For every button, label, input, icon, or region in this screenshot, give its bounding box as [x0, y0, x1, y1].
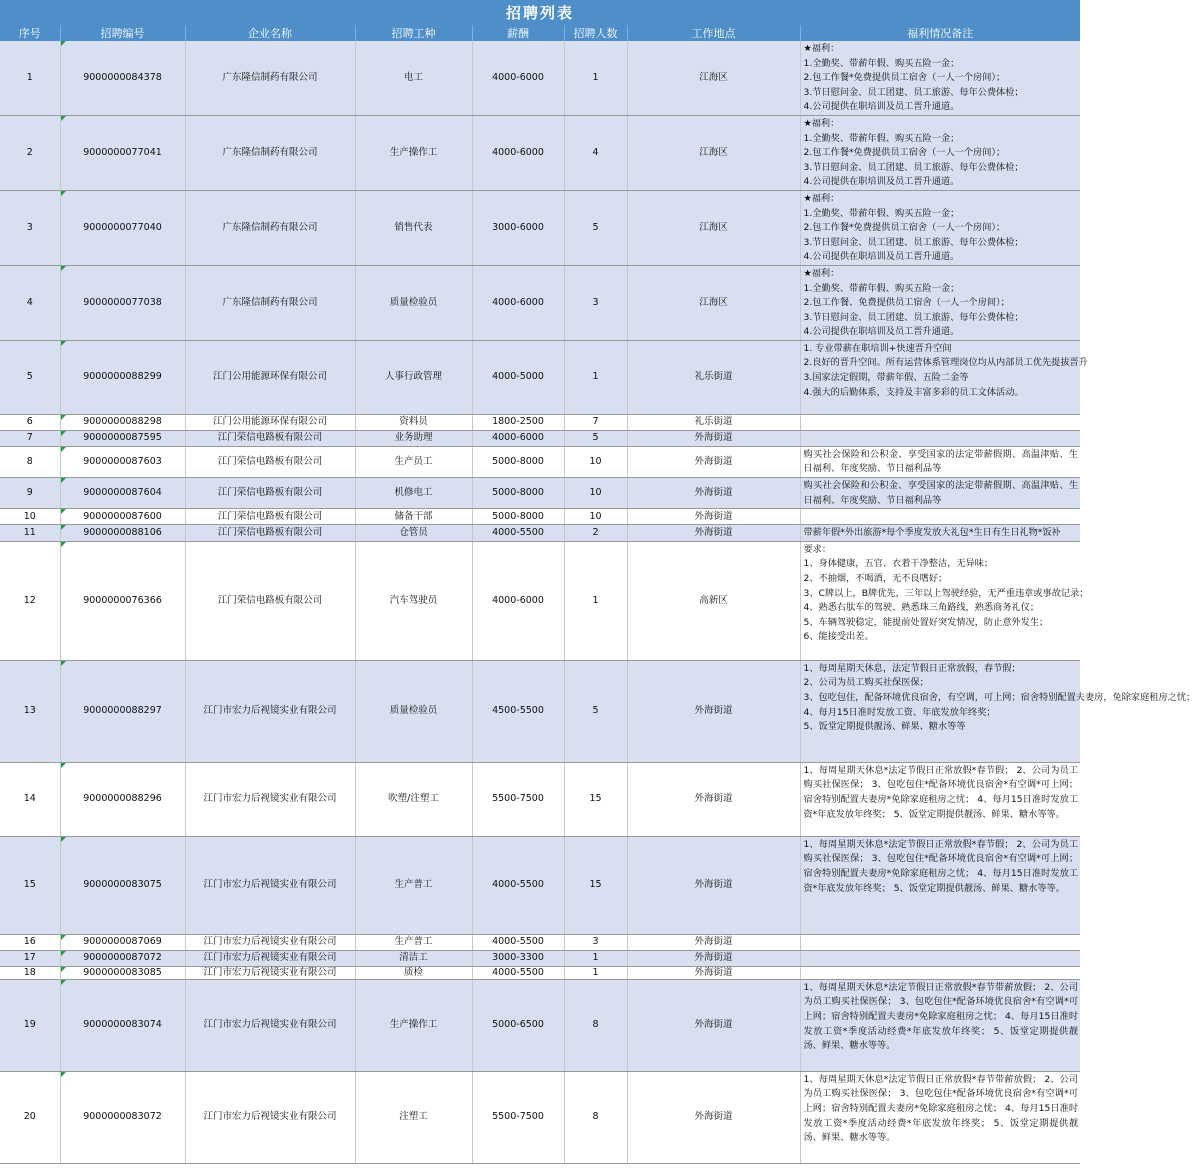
- cell-count: 2: [564, 525, 627, 542]
- cell-location: 外海街道: [627, 934, 800, 950]
- cell-count: 10: [564, 509, 627, 525]
- note-line: ★福利：: [803, 192, 840, 204]
- note-line: ★福利：: [803, 267, 840, 279]
- cell-count: 1: [564, 340, 627, 414]
- cell-salary: 5000-8000: [472, 478, 564, 509]
- cell-id: 9000000083085: [60, 966, 185, 979]
- cell-company: 江门荣信电路板有限公司: [185, 478, 355, 509]
- note-line: 1.全勤奖、带薪年假、购买五险一金；: [803, 132, 960, 144]
- note-line: 要求：: [803, 543, 832, 555]
- cell-job: 质量检验员: [355, 265, 472, 340]
- cell-notes: [800, 478, 1080, 509]
- cell-location: 礼乐街道: [627, 414, 800, 430]
- cell-company: 广东隆信制药有限公司: [185, 41, 355, 115]
- cell-count: 4: [564, 115, 627, 190]
- note-line: 4.强大的后勤体系，支持及丰富多彩的员工文体活动。: [803, 386, 1024, 398]
- cell-company: 江门市宏力后视镜实业有限公司: [185, 762, 355, 836]
- cell-count: 5: [564, 660, 627, 762]
- col-header-salary: 薪酬: [472, 25, 564, 41]
- cell-job: 清洁工: [355, 950, 472, 966]
- cell-id: 9000000077041: [60, 115, 185, 190]
- cell-count: 7: [564, 414, 627, 430]
- note-line: 5、饭堂定期提供靓汤、鲜果、糖水等等: [803, 721, 966, 733]
- cell-salary: 5500-7500: [472, 1071, 564, 1163]
- cell-salary: 3000-3300: [472, 950, 564, 966]
- cell-location: 高新区: [627, 541, 800, 660]
- cell-salary: 4000-6000: [472, 430, 564, 446]
- cell-location: 江海区: [627, 41, 800, 115]
- cell-no: 5: [0, 340, 60, 414]
- cell-salary: 5000-8000: [472, 446, 564, 477]
- cell-no: 6: [0, 414, 60, 430]
- cell-job: 汽车驾驶员: [355, 541, 472, 660]
- cell-id: 9000000087595: [60, 430, 185, 446]
- cell-location: 外海街道: [627, 509, 800, 525]
- cell-job: 储备干部: [355, 509, 472, 525]
- cell-location: 外海街道: [627, 446, 800, 477]
- cell-id: 9000000088297: [60, 660, 185, 762]
- cell-salary: 4000-5500: [472, 966, 564, 979]
- note-line: 2.包工作餐*免费提供员工宿舍（一人一个房间）；: [803, 72, 1006, 84]
- note-line: 4、每月15日准时发放工资、年底发放年终奖；: [803, 706, 996, 718]
- cell-no: 17: [0, 950, 60, 966]
- note-line: 3、包吃包住，配备环境优良宿舍，有空调，可上网；宿舍特别配置夫妻房，免除家庭租房之忧；: [803, 692, 1195, 704]
- table-row: [0, 115, 1080, 190]
- cell-company: 江门荣信电路板有限公司: [185, 446, 355, 477]
- note-line: 购买社会保险和公积金、享受国家的法定带薪假期、高温津贴、生日福利、年度奖励、节日福利品等: [803, 448, 1079, 475]
- note-line: 2.包工作餐*免费提供员工宿舍（一人一个房间）；: [803, 147, 1006, 159]
- cell-notes: [800, 1071, 1080, 1163]
- cell-location: 外海街道: [627, 1071, 800, 1163]
- cell-job: 销售代表: [355, 190, 472, 265]
- table-title: 招聘列表: [0, 0, 1080, 25]
- cell-notes: [800, 979, 1080, 1071]
- cell-job: 生产员工: [355, 446, 472, 477]
- note-line: 3.节日慰问金、员工团建、员工旅游、每年公费体检；: [803, 86, 1024, 98]
- note-line: 6、能接受出差。: [803, 631, 874, 643]
- table-row: [0, 478, 1080, 509]
- note-line: 3、C牌以上，B牌优先，三年以上驾驶经验，无严重违章或事故记录；: [803, 587, 1089, 599]
- cell-id: 9000000084378: [60, 41, 185, 115]
- table-row: [0, 340, 1080, 414]
- cell-notes: [800, 934, 1080, 950]
- cell-no: 16: [0, 934, 60, 950]
- cell-salary: 3000-6000: [472, 190, 564, 265]
- table-row: [0, 190, 1080, 265]
- note-line: 3.国家法定假期，带薪年假、五险二金等: [803, 372, 969, 384]
- cell-notes: [800, 430, 1080, 446]
- note-line: 购买社会保险和公积金、享受国家的法定带薪假期、高温津贴、生日福利、年度奖励、节日福利品等: [803, 480, 1079, 506]
- cell-notes: [800, 265, 1080, 340]
- col-header-count: 招聘人数: [564, 25, 627, 41]
- cell-count: 1: [564, 541, 627, 660]
- cell-no: 7: [0, 430, 60, 446]
- cell-location: 外海街道: [627, 478, 800, 509]
- cell-notes: [800, 950, 1080, 966]
- table-row: [0, 966, 1080, 979]
- table-row: [0, 414, 1080, 430]
- cell-salary: 4000-6000: [472, 541, 564, 660]
- cell-notes: [800, 340, 1088, 414]
- table-row: [0, 836, 1080, 934]
- cell-id: 9000000077040: [60, 190, 185, 265]
- cell-salary: 4000-5000: [472, 340, 564, 414]
- note-line: 5、车辆驾驶稳定，能提前处置好突发情况，防止意外发生；: [803, 616, 1049, 628]
- table-row: [0, 41, 1080, 115]
- cell-id: 9000000087069: [60, 934, 185, 950]
- cell-location: 江海区: [627, 115, 800, 190]
- cell-id: 9000000088296: [60, 762, 185, 836]
- note-line: ★福利：: [803, 117, 840, 129]
- cell-id: 9000000087072: [60, 950, 185, 966]
- cell-no: 19: [0, 979, 60, 1071]
- cell-count: 1: [564, 950, 627, 966]
- note-line: 4、熟悉右肽车的驾驶、熟悉珠三角路线，熟悉商务礼仪；: [803, 602, 1040, 614]
- cell-count: 5: [564, 190, 627, 265]
- cell-job: 质检: [355, 966, 472, 979]
- cell-no: 13: [0, 660, 60, 762]
- column-header-row: [0, 25, 1080, 41]
- cell-company: 江门市宏力后视镜实业有限公司: [185, 836, 355, 934]
- cell-company: 江门公用能源环保有限公司: [185, 414, 355, 430]
- cell-salary: 4000-5500: [472, 934, 564, 950]
- cell-salary: 5500-7500: [472, 762, 564, 836]
- cell-count: 1: [564, 966, 627, 979]
- cell-job: 注塑工: [355, 1071, 472, 1163]
- cell-no: 20: [0, 1071, 60, 1163]
- cell-location: 外海街道: [627, 525, 800, 542]
- cell-location: 江海区: [627, 190, 800, 265]
- cell-notes: [800, 509, 1080, 525]
- cell-id: 9000000083074: [60, 979, 185, 1071]
- table-row: [0, 446, 1080, 477]
- cell-salary: 4000-6000: [472, 115, 564, 190]
- note-line: 2、不抽烟，不喝酒，无不良嗜好；: [803, 573, 948, 585]
- cell-notes: [800, 446, 1080, 477]
- cell-no: 14: [0, 762, 60, 836]
- note-line: 2.包工作餐*免费提供员工宿舍（一人一个房间）；: [803, 222, 1006, 234]
- note-line: 1、每周星期天休息*法定节假日正常放假*春节假； 2、公司为员工购买社保医保； 3、包吃包住*配备环境优良宿舍*有空调*可上网；宿舍特别配置夫妻房*免除家庭租房之忧； 4、每月15日准时发放工资*年底发放年终奖； 5、饭堂定期提供靓汤、鲜果、糖水等等。: [803, 838, 1079, 894]
- cell-job: 生产普工: [355, 934, 472, 950]
- note-line: 1、每周星期天休息*法定节假日正常放假*春节带薪放假； 2、公司为员工购买社保医保； 3、包吃包住*配备环境优良宿舍*有空调*可上网；宿舍特别配置夫妻房*免除家庭租房之忧； 4、每月15日准时发放工资*季度活动经费*年底发放年终奖； 5、饭堂定期提供靓汤、鲜果、糖水等等。: [803, 1073, 1079, 1144]
- note-line: 1. 专业带薪在职培训+快速晋升空间: [803, 342, 952, 354]
- cell-id: 9000000076366: [60, 541, 185, 660]
- table-row: [0, 525, 1080, 542]
- table-row: [0, 979, 1080, 1071]
- cell-no: 15: [0, 836, 60, 934]
- cell-no: 9: [0, 478, 60, 509]
- cell-notes: [800, 541, 1089, 660]
- cell-company: 江门荣信电路板有限公司: [185, 541, 355, 660]
- note-line: 1、身体健康，五官、衣着干净整洁，无异味；: [803, 558, 994, 570]
- cell-count: 15: [564, 762, 627, 836]
- cell-salary: 5000-6500: [472, 979, 564, 1071]
- note-line: 2、公司为员工购买社保医保；: [803, 677, 929, 689]
- note-line: 4.公司提供在职培训及员工晋升通道。: [803, 101, 960, 113]
- cell-company: 江门荣信电路板有限公司: [185, 509, 355, 525]
- cell-company: 江门市宏力后视镜实业有限公司: [185, 979, 355, 1071]
- cell-no: 11: [0, 525, 60, 542]
- cell-notes: [800, 190, 1080, 265]
- cell-notes: [800, 41, 1080, 115]
- note-line: 1.全勤奖、带薪年假、购买五险一金；: [803, 207, 960, 219]
- cell-job: 机修电工: [355, 478, 472, 509]
- table-row: [0, 762, 1080, 836]
- cell-id: 9000000087603: [60, 446, 185, 477]
- cell-notes: [800, 762, 1080, 836]
- col-header-no: 序号: [0, 25, 60, 41]
- note-line: 1.全勤奖、带薪年假、购买五险一金；: [803, 57, 960, 69]
- cell-no: 2: [0, 115, 60, 190]
- note-line: ★福利：: [803, 43, 840, 54]
- cell-job: 仓管员: [355, 525, 472, 542]
- note-line: 3.节日慰问金、员工团建、员工旅游、每年公费体检；: [803, 161, 1024, 173]
- cell-company: 江门市宏力后视镜实业有限公司: [185, 966, 355, 979]
- cell-notes: [800, 414, 1080, 430]
- table-row: [0, 950, 1080, 966]
- cell-notes: [800, 966, 1080, 979]
- cell-count: 15: [564, 836, 627, 934]
- cell-location: 外海街道: [627, 966, 800, 979]
- cell-no: 8: [0, 446, 60, 477]
- cell-location: 外海街道: [627, 430, 800, 446]
- note-line: 3.节日慰问金、员工团建、员工旅游、每年公费体检；: [803, 236, 1024, 248]
- cell-company: 江门市宏力后视镜实业有限公司: [185, 660, 355, 762]
- col-header-id: 招聘编号: [60, 25, 185, 41]
- cell-no: 3: [0, 190, 60, 265]
- cell-salary: 1800-2500: [472, 414, 564, 430]
- cell-notes: [800, 115, 1080, 190]
- cell-location: 外海街道: [627, 979, 800, 1071]
- cell-salary: 4000-6000: [472, 41, 564, 115]
- col-header-job: 招聘工种: [355, 25, 472, 41]
- cell-notes: [800, 836, 1080, 934]
- table-row: [0, 934, 1080, 950]
- cell-id: 9000000088106: [60, 525, 185, 542]
- cell-count: 1: [564, 41, 627, 115]
- table-row: [0, 1071, 1080, 1163]
- table-row: [0, 541, 1080, 660]
- cell-id: 9000000087604: [60, 478, 185, 509]
- cell-id: 9000000088298: [60, 414, 185, 430]
- table-row: [0, 430, 1080, 446]
- cell-location: 江海区: [627, 265, 800, 340]
- note-line: 2.良好的晋升空间。所有运营体系管理岗位均从内部员工优先提拔晋升: [803, 357, 1088, 369]
- col-header-notes: 福利情况备注: [800, 25, 1080, 41]
- cell-location: 礼乐街道: [627, 340, 800, 414]
- cell-location: 外海街道: [627, 950, 800, 966]
- cell-job: 资料员: [355, 414, 472, 430]
- cell-salary: 4500-5500: [472, 660, 564, 762]
- table-row: [0, 660, 1080, 762]
- cell-company: 江门荣信电路板有限公司: [185, 525, 355, 542]
- cell-count: 8: [564, 1071, 627, 1163]
- cell-count: 3: [564, 265, 627, 340]
- note-line: 4.公司提供在职培训及员工晋升通道。: [803, 326, 960, 338]
- note-line: 1、每周星期天休息，法定节假日正常放假，春节假；: [803, 662, 1021, 674]
- cell-count: 10: [564, 446, 627, 477]
- cell-id: 9000000087600: [60, 509, 185, 525]
- cell-company: 广东隆信制药有限公司: [185, 265, 355, 340]
- cell-company: 江门荣信电路板有限公司: [185, 430, 355, 446]
- col-header-company: 企业名称: [185, 25, 355, 41]
- col-header-location: 工作地点: [627, 25, 800, 41]
- note-line: 带薪年假*外出旅游*每个季度发放大礼包*生日有生日礼物*饭补: [803, 527, 1061, 539]
- cell-salary: 4000-5500: [472, 525, 564, 542]
- cell-id: 9000000088299: [60, 340, 185, 414]
- cell-count: 3: [564, 934, 627, 950]
- cell-id: 9000000077038: [60, 265, 185, 340]
- cell-location: 外海街道: [627, 660, 800, 762]
- cell-count: 8: [564, 979, 627, 1071]
- cell-job: 生产普工: [355, 836, 472, 934]
- cell-count: 10: [564, 478, 627, 509]
- cell-job: 质量检验员: [355, 660, 472, 762]
- note-line: 4.公司提供在职培训及员工晋升通道。: [803, 251, 960, 263]
- note-line: 1.全勤奖、带薪年假、购买五险一金；: [803, 282, 960, 294]
- cell-id: 9000000083072: [60, 1071, 185, 1163]
- cell-notes: [800, 525, 1080, 542]
- cell-company: 江门市宏力后视镜实业有限公司: [185, 1071, 355, 1163]
- cell-location: 外海街道: [627, 836, 800, 934]
- cell-job: 人事行政管理: [355, 340, 472, 414]
- note-line: 2.包工作餐、免费提供员工宿舍（一人一个房间）；: [803, 297, 1010, 309]
- cell-no: 1: [0, 41, 60, 115]
- note-line: 3.节日慰问金、员工团建、员工旅游、每年公费体检；: [803, 311, 1024, 323]
- cell-salary: 4000-6000: [472, 265, 564, 340]
- cell-company: 江门公用能源环保有限公司: [185, 340, 355, 414]
- cell-company: 江门市宏力后视镜实业有限公司: [185, 934, 355, 950]
- table-row: [0, 265, 1080, 340]
- cell-job: 吹塑/注塑工: [355, 762, 472, 836]
- cell-job: 生产操作工: [355, 979, 472, 1071]
- note-line: 4.公司提供在职培训及员工晋升通道。: [803, 176, 960, 188]
- cell-count: 5: [564, 430, 627, 446]
- cell-salary: 5000-8000: [472, 509, 564, 525]
- cell-company: 江门市宏力后视镜实业有限公司: [185, 950, 355, 966]
- cell-job: 生产操作工: [355, 115, 472, 190]
- note-line: 1、每周星期天休息*法定节假日正常放假*春节假； 2、公司为员工购买社保医保； 3、包吃包住*配备环境优良宿舍*有空调*可上网；宿舍特别配置夫妻房*免除家庭租房之忧； 4、每月15日准时发放工资*年底发放年终奖； 5、饭堂定期提供靓汤、鲜果、糖水等等。: [803, 764, 1079, 820]
- cell-job: 业务助理: [355, 430, 472, 446]
- cell-no: 4: [0, 265, 60, 340]
- cell-company: 广东隆信制药有限公司: [185, 190, 355, 265]
- table-row: [0, 509, 1080, 525]
- cell-no: 18: [0, 966, 60, 979]
- note-line: 1、每周星期天休息*法定节假日正常放假*春节带薪放假； 2、公司为员工购买社保医保； 3、包吃包住*配备环境优良宿舍*有空调*可上网；宿舍特别配置夫妻房*免除家庭租房之忧； 4、每月15日准时发放工资*季度活动经费*年底发放年终奖； 5、饭堂定期提供靓汤、鲜果、糖水等等。: [803, 981, 1079, 1052]
- cell-job: 电工: [355, 41, 472, 115]
- cell-location: 外海街道: [627, 762, 800, 836]
- cell-id: 9000000083075: [60, 836, 185, 934]
- cell-no: 10: [0, 509, 60, 525]
- cell-notes: [800, 660, 1195, 762]
- cell-company: 广东隆信制药有限公司: [185, 115, 355, 190]
- cell-no: 12: [0, 541, 60, 660]
- cell-salary: 4000-5500: [472, 836, 564, 934]
